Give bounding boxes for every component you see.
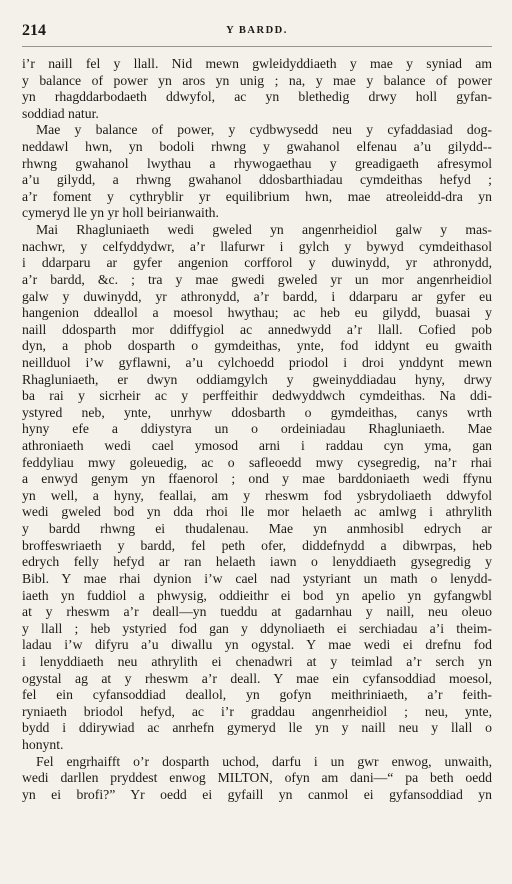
running-title: Y BARDD.	[226, 25, 288, 36]
text-line: a’r foment y cythryblir yr equilibrium hwn, mae atreoleidd-dra yn	[22, 188, 492, 204]
text-line: ryniaeth briodol hefyd, ac i’r graddau angenrheidiol ; neu, ynte,	[22, 703, 492, 719]
text-line: fel ein cyfansoddiad deallol, yn gofyn meithriniaeth, a’r feith-	[22, 687, 492, 703]
text-line: i’r naill fel y llall. Nid mewn gwleidyddiaeth y mae y syniad am	[22, 56, 492, 71]
text-line: a’r bardd, &c. ; tra y mae gwedi gweled yr un mor angenrheidiol	[22, 271, 492, 287]
page-number: 214	[22, 22, 46, 39]
page-header	[22, 22, 492, 42]
text-line: Rhagluniaeth, er dwyn oddiamgylch y gweinyddiadau hyny, drwy	[22, 371, 492, 387]
text-line: i ddarparu ar gyfer angenion corfforol y duwinydd, yr athronydd,	[22, 255, 492, 271]
text-line: ogystal ag at y rheswm a’r deall. Y mae ein cyfansoddiad moesol,	[22, 670, 492, 686]
text-line: a enwyd genym yn ffaenorol ; ond y mae barddoniaeth wedi ffynu	[22, 471, 492, 487]
text-line: naill ddosparth mor ddiffygiol ac annedwydd a’r llall. Cofied pob	[22, 321, 492, 337]
text-line: nachwr, y celfyddydwr, a’r llafurwr i gylch y bywyd cymdeithasol	[22, 238, 492, 254]
text-line: yn well, a hyny, feallai, am y rheswm fod ysbrydoliaeth ddwyfol	[22, 487, 492, 503]
text-line: y bardd rhwng ei thudalenau. Mae yn anmhosibl edrych ar	[22, 521, 492, 537]
text-line: dyn, a phob dosparth o gymdeithas, ynte, fod iddynt eu gwaith	[22, 338, 492, 354]
text-line: Fel engrhaifft o’r dosparth uchod, darfu i un gwr enwog, unwaith,	[36, 753, 492, 769]
text-line: a’u gilydd, a rhwng gwahanol ddosbarthiadau cymdeithas hefyd ;	[22, 172, 492, 188]
text-line: i lenyddiaeth neu athrylith ei chenadwri at y teimlad a’r serch yn	[22, 653, 492, 669]
header-rule	[22, 46, 492, 47]
text-line: athroniaeth wedi cael ymosod arni i raddau cyn yma, gan	[22, 438, 492, 454]
text-line: ba rai y sicrheir ac y perffeithir dedwyddwch cymdeithas. Na ddi-	[22, 388, 492, 404]
text-line: Mai Rhagluniaeth wedi gweled yn angenrheidiol galw y mas-	[36, 222, 492, 238]
text-line: ladau i’w difyru a’u diwallu yn ogystal. Y mae wedi ei drefnu fod	[22, 637, 492, 653]
text-line: ystyred neb, ynte, unrhyw ddosbarth o gymdeithas, canys wrth	[22, 404, 492, 420]
text-line: y balance of power yn aros yn unig ; na, y mae y balance of power	[22, 72, 492, 88]
body-text	[22, 56, 492, 803]
text-line: edrych felly hefyd ar ran helaeth iawn o lenyddiaeth gysegredig y	[22, 554, 492, 570]
text-line: cymeryd lle yn yr holl beirianwaith.	[22, 205, 219, 221]
text-line: yn ei brofi?” Yr oedd ei gyfaill yn canmol ei gyfansoddiad yn	[22, 786, 492, 802]
text-line: rhwng gwahanol lwythau a rhywogaethau y greadigaeth afresymol	[22, 155, 492, 171]
text-line: y llall ; heb ystyried fod gan y ddynoliaeth ei serchiadau a’i theim-	[22, 620, 492, 636]
text-line: galw y duwinydd, yr athronydd, a’r bardd, i ddarparu ar gyfer eu	[22, 288, 492, 304]
text-line: soddiad natur.	[22, 105, 99, 121]
text-line: broffeswriaeth y bardd, fel peth ofer, diddefnydd a dibwrpas, heb	[22, 537, 492, 553]
text-line: hyny efe a ddiystyra un o ordeiniadau Rhagluniaeth. Mae	[22, 421, 492, 437]
text-line: bydd i ddirywiad ac anrhefn gymeryd lle yn y naill neu y llall o	[22, 720, 492, 736]
text-line: hangenion ddeallol a moesol hwythau; ac heb eu gilydd, buasai y	[22, 305, 492, 321]
text-line: wedi darllen pryddest enwog MILTON, ofyn am dani—“ pa beth oedd	[22, 770, 492, 786]
text-line: Mae y balance of power, y cydbwysedd neu y cyfaddasiad dog-	[36, 122, 492, 138]
text-line: wedi gweled bod yn dda rhoi lle mor helaeth ac amlwg i athrylith	[22, 504, 492, 520]
text-line: neillduol i’w gyflawni, a’u cylchoedd priodol i droi ynddynt mewn	[22, 354, 492, 370]
text-line: feddyliau mwy goleuedig, ac o safleoedd mwy cysegredig, na’r rhai	[22, 454, 492, 470]
text-line: iaeth yn fuddiol a phwysig, oddieithr ei bod yn apelio yn gyfangwbl	[22, 587, 492, 603]
text-line: Bibl. Y mae rhai dynion i’w cael nad ystyriant un math o lenydd-	[22, 570, 492, 586]
text-line: honynt.	[22, 736, 64, 752]
text-line: at y rheswm a’r deall—yn tueddu at gadarnhau y naill, neu oleuo	[22, 604, 492, 620]
text-line: neddawl hwn, yn bodoli rhwng y gwahanol elfenau a’u gilydd--	[22, 139, 492, 155]
text-line: yn rhagddarbodaeth ddwyfol, ac yn blethedig drwy holl gyfan-	[22, 89, 492, 105]
